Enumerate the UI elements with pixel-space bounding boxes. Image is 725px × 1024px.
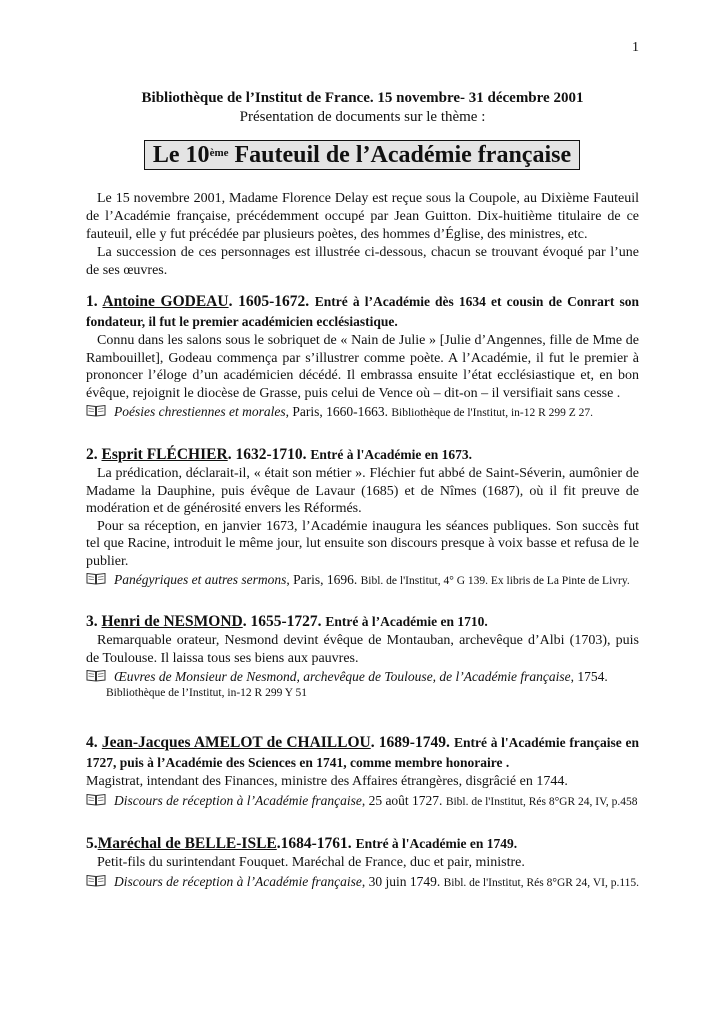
exhibition-subheading: Présentation de documents sur le thème : (239, 109, 486, 125)
book-details: , 1754. (570, 669, 608, 684)
person-dates: . 1655-1727. (242, 613, 322, 630)
book-details: , 30 juin 1749. (361, 873, 441, 889)
person-name: Esprit FLÉCHIER (101, 446, 228, 463)
section-body (86, 632, 639, 667)
person-dates: . 1605-1672. (228, 293, 310, 310)
body-paragraph: Connu dans les salons sous le sobriquet de « Nain de Julie » [Julie d’Angennes, fille de Mme de Rambouillet], Godeau commença par s’illustrer comme poète. A l’Académie, il fut le premier à prononcer l’éloge d’un académicien décédé. Il embrassa ensuite l’état ecclésiastique et, en bon évêque, rejoignit le diocèse de Grasse, puis celui de Vence où – dit-on – il versifiait sans cesse . (86, 333, 639, 401)
book-details: , Paris, 1696. (286, 572, 358, 587)
person-name: Henri de NESMOND (101, 613, 243, 630)
section-nesmond (86, 612, 639, 701)
section-heading: 2. Esprit FLÉCHIER. 1632-1710. Entré à l'Académie en 1673. (86, 446, 472, 463)
open-book-icon (86, 404, 106, 417)
book-title: Œuvres de Monsieur de Nesmond, archevêque de Toulouse, de l’Académie française (114, 669, 571, 684)
intro-paragraph: Le 15 novembre 2001, Madame Florence Delay est reçue sous la Coupole, au Dixième Fauteuil de l’Académie française, précédemment occupé par Jean Guitton. Dix-huitième titulaire de ce fauteuil, elle y fut précédée par plusieurs poètes, des hommes d’Église, des ministres, etc. (86, 191, 639, 242)
book-reference (86, 667, 639, 686)
document-header (0, 88, 725, 127)
page-number: 1 (632, 40, 639, 55)
section-amelot (86, 733, 639, 812)
library-shelfmark: Bibl. de l'Institut, Rés 8°GR 24, VI, p.115. (443, 876, 640, 889)
section-belle-isle (86, 834, 639, 893)
open-book-icon (86, 572, 106, 585)
library-shelfmark: Bibl. de l'Institut, 4° G 139. Ex libris de La Pinte de Livry. (360, 575, 630, 587)
section-godeau (86, 292, 639, 423)
body-paragraph: La prédication, déclarait-il, « était son métier ». Fléchier fut abbé de Saint-Séverin, aumônier de Madame la Dauphine, puis évêque de Lavaur (1685) et de Nîmes (1687), où il fit preuve de modération et de générosité envers les Réformés. (86, 466, 639, 516)
book-details: , Paris, 1660-1663. (285, 404, 388, 419)
book-title: Panégyriques et autres sermons (114, 572, 287, 587)
election-note: Entré à l'Académie en 1749. (355, 836, 518, 851)
book-title: Poésies chrestiennes et morales (114, 404, 286, 419)
person-name: Maréchal de BELLE-ISLE (97, 835, 277, 852)
book-details: , 25 août 1727. (361, 792, 443, 808)
section-flechier (86, 445, 639, 591)
election-note: Entré à l'Académie française en 1727, puis à l’Académie des Sciences en 1741, comme membre honoraire . (86, 735, 639, 770)
person-dates: . 1689-1749. (370, 734, 450, 751)
section-heading: 4. Jean-Jacques AMELOT de CHAILLOU. 1689-1749. Entré à l'Académie française en 1727, puis à l’Académie des Sciences en 1741, comme membre honoraire . (86, 734, 639, 770)
book-reference (86, 570, 639, 591)
library-shelfmark: Bibl. de l'Institut, Rés 8°GR 24, IV, p.458 (445, 795, 638, 808)
exhibition-heading: Bibliothèque de l’Institut de France. 15 novembre- 31 décembre 2001 (141, 90, 584, 106)
intro-text (86, 190, 639, 280)
book-title: Discours de réception à l’Académie française (114, 792, 362, 808)
election-note: Entré à l’Académie dès 1634 et cousin de Conrart son fondateur, il fut le premier académicien ecclésiastique. (86, 294, 639, 329)
election-note: Entré à l'Académie en 1673. (310, 447, 472, 462)
person-name: Antoine GODEAU (102, 293, 229, 310)
section-body (86, 332, 639, 402)
section-heading: 3. Henri de NESMOND. 1655-1727. Entré à l’Académie en 1710. (86, 613, 488, 630)
section-heading: 5.Maréchal de BELLE-ISLE.1684-1761. Entré à l'Académie en 1749. (86, 835, 518, 852)
book-reference (86, 402, 639, 423)
title-suffix: Fauteuil de l’Académie française (228, 142, 572, 168)
title-superscript: ème (209, 147, 229, 159)
section-heading: 1. Antoine GODEAU. 1605-1672. Entré à l’Académie dès 1634 et cousin de Conrart son fondateur, il fut le premier académicien ecclésiastique. (86, 293, 639, 329)
open-book-icon (86, 874, 106, 887)
open-book-icon (86, 793, 106, 806)
library-shelfmark: Bibliothèque de l'Institut, in-12 R 299 Z 27. (391, 407, 594, 419)
open-book-icon (86, 669, 106, 682)
body-paragraph: Petit-fils du surintendant Fouquet. Maréchal de France, duc et pair, ministre. (97, 855, 525, 870)
title-prefix: Le 10 (152, 142, 210, 168)
page-title (144, 140, 580, 170)
book-reference (86, 872, 639, 893)
person-name: Jean-Jacques AMELOT de CHAILLOU (101, 734, 371, 751)
library-shelfmark: Bibliothèque de l’Institut, in-12 R 299 Y 51 (106, 687, 308, 699)
book-reference (86, 791, 639, 812)
section-body (86, 773, 639, 791)
section-body (86, 854, 639, 872)
section-body (86, 465, 639, 570)
body-paragraph: Pour sa réception, en janvier 1673, l’Académie inaugura les séances publiques. Son succès fut tel que Racine, introduit le même jour, lut ensuite son discours presque à voix basse et refusa de le publier. (86, 518, 639, 569)
body-paragraph: Magistrat, intendant des Finances, ministre des Affaires étrangères, disgrâcié en 1744. (86, 774, 568, 789)
person-dates: . 1632-1710. (227, 446, 307, 463)
body-paragraph: Remarquable orateur, Nesmond devint évêque de Montauban, archevêque d’Albi (1703), puis de Toulouse. Il laissa tous ses biens aux pauvres. (86, 633, 639, 666)
intro-paragraph: La succession de ces personnages est illustrée ci-dessous, chacun se trouvant évoqué par l’une de ses œuvres. (86, 245, 639, 278)
person-dates: .1684-1761. (276, 835, 352, 852)
election-note: Entré à l’Académie en 1710. (325, 614, 488, 629)
book-title: Discours de réception à l’Académie française (114, 873, 362, 889)
